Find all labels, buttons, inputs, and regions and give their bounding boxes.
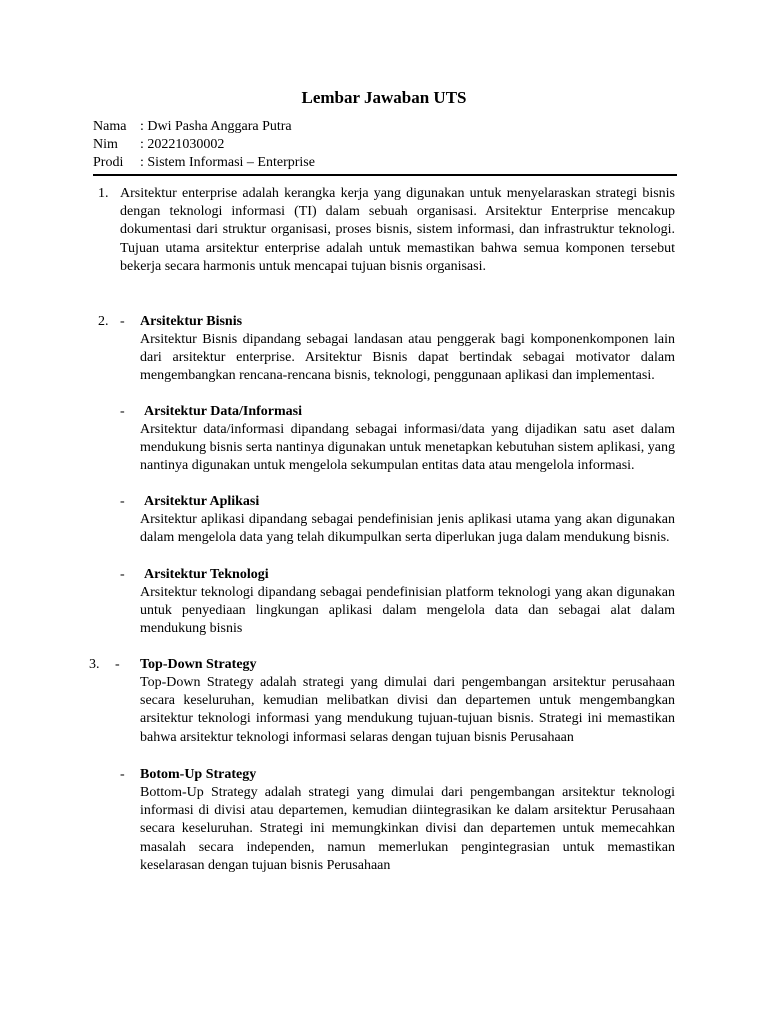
prodi-value: : Sistem Informasi – Enterprise: [140, 155, 315, 170]
answer-1-number: 1.: [98, 186, 109, 201]
nim-label: Nim: [93, 137, 118, 152]
answer-2-item-3-dash: -: [120, 494, 125, 509]
answer-1-text: Arsitektur enterprise adalah kerangka kerja yang digunakan untuk menyelaraskan strategi bisnis dengan teknologi informasi (TI) dalam sebuah organisasi. Arsitektur Enterprise mencakup dokumentasi dari struktur organisasi, proses bisnis, sistem informasi, dan infrastruktur teknologi. Tujuan utama arsitektur enterprise adalah untuk memastikan bahwa semua komponen tersebut bekerja secara harmonis untuk mencapai tujuan bisnis organisasi.: [120, 186, 675, 274]
answer-2-number: 2.: [98, 314, 109, 329]
prodi-row: [93, 154, 315, 172]
answer-3-number: 3.: [89, 657, 100, 672]
nama-label: Nama: [93, 119, 127, 134]
answer-2-item-3-heading: Arsitektur Aplikasi: [144, 494, 260, 509]
header-divider: [93, 174, 677, 176]
prodi-label: Prodi: [93, 155, 124, 170]
answer-3-item-1-heading: Top-Down Strategy: [140, 657, 257, 672]
answer-3-item-2-heading: Botom-Up Strategy: [140, 767, 257, 782]
answer-2-item-1-dash: -: [120, 314, 125, 329]
nim-value: : 20221030002: [140, 137, 225, 152]
nim-row: [93, 136, 224, 154]
answer-3-item-1-text: Top-Down Strategy adalah strategi yang dimulai dari pengembangan arsitektur perusahaan secara keseluruhan, kemudian melibatkan divisi dan departemen untuk mengembangkan arsitektur teknologi informasi yang mendukung tujuan-tujuan bisnis. Strategi ini memastikan bahwa arsitektur teknologi informasi selaras dengan tujuan bisnis Perusahaan: [140, 675, 675, 745]
answer-3-item-2-text: Bottom-Up Strategy adalah strategi yang dimulai dari pengembangan arsitektur teknologi informasi di divisi atau departemen, kemudian diintegrasikan ke dalam arsitektur Perusahaan secara keseluruhan. Strategi ini memungkinkan divisi dan departemen untuk memecahkan masalah secara independen, namun memerlukan pengintegrasian untuk memastikan keselarasan dengan tujuan bisnis Perusahaan: [140, 785, 675, 873]
answer-2-item-2-dash: -: [120, 404, 125, 419]
answer-3-item-1-dash: -: [115, 657, 120, 672]
answer-2-item-1-text: Arsitektur Bisnis dipandang sebagai landasan atau penggerak bagi komponenkomponen lain dari arsitektur enterprise. Arsitektur Bisnis dapat bertindak sebagai motivator dalam mengembangkan rencana-rencana bisnis, teknologi, penggunaan aplikasi dan implementasi.: [140, 332, 675, 384]
answer-3-item-2-dash: -: [120, 767, 125, 782]
nama-value: : Dwi Pasha Anggara Putra: [140, 119, 292, 134]
answer-2-item-1-heading: Arsitektur Bisnis: [140, 314, 243, 329]
answer-2-item-3-text: Arsitektur aplikasi dipandang sebagai pendefinisian jenis aplikasi utama yang akan digunakan dalam mengelola data yang telah dikumpulkan serta diperlukan juga dalam mendukung bisnis.: [140, 512, 675, 546]
document-title: Lembar Jawaban UTS: [301, 88, 467, 107]
answer-2-item-4-text: Arsitektur teknologi dipandang sebagai pendefinisian platform teknologi yang akan digunakan untuk penyediaan lingkungan aplikasi dalam mengelola data dan sebagai alat dalam mendukung bisnis: [140, 585, 675, 637]
nama-row: [93, 118, 292, 136]
answer-2-item-4-heading: Arsitektur Teknologi: [144, 567, 269, 582]
answer-2-item-2-heading: Arsitektur Data/Informasi: [144, 404, 303, 419]
answer-2-item-2-text: Arsitektur data/informasi dipandang sebagai informasi/data yang dijadikan satu aset dalam mendukung bisnis serta nantinya digunakan untuk menetapkan kebutuhan sistem aplikasi, yang nantinya digunakan untuk mengelola sekumpulan entitas data atau mengelola informasi.: [140, 422, 675, 474]
answer-2-item-4-dash: -: [120, 567, 125, 582]
